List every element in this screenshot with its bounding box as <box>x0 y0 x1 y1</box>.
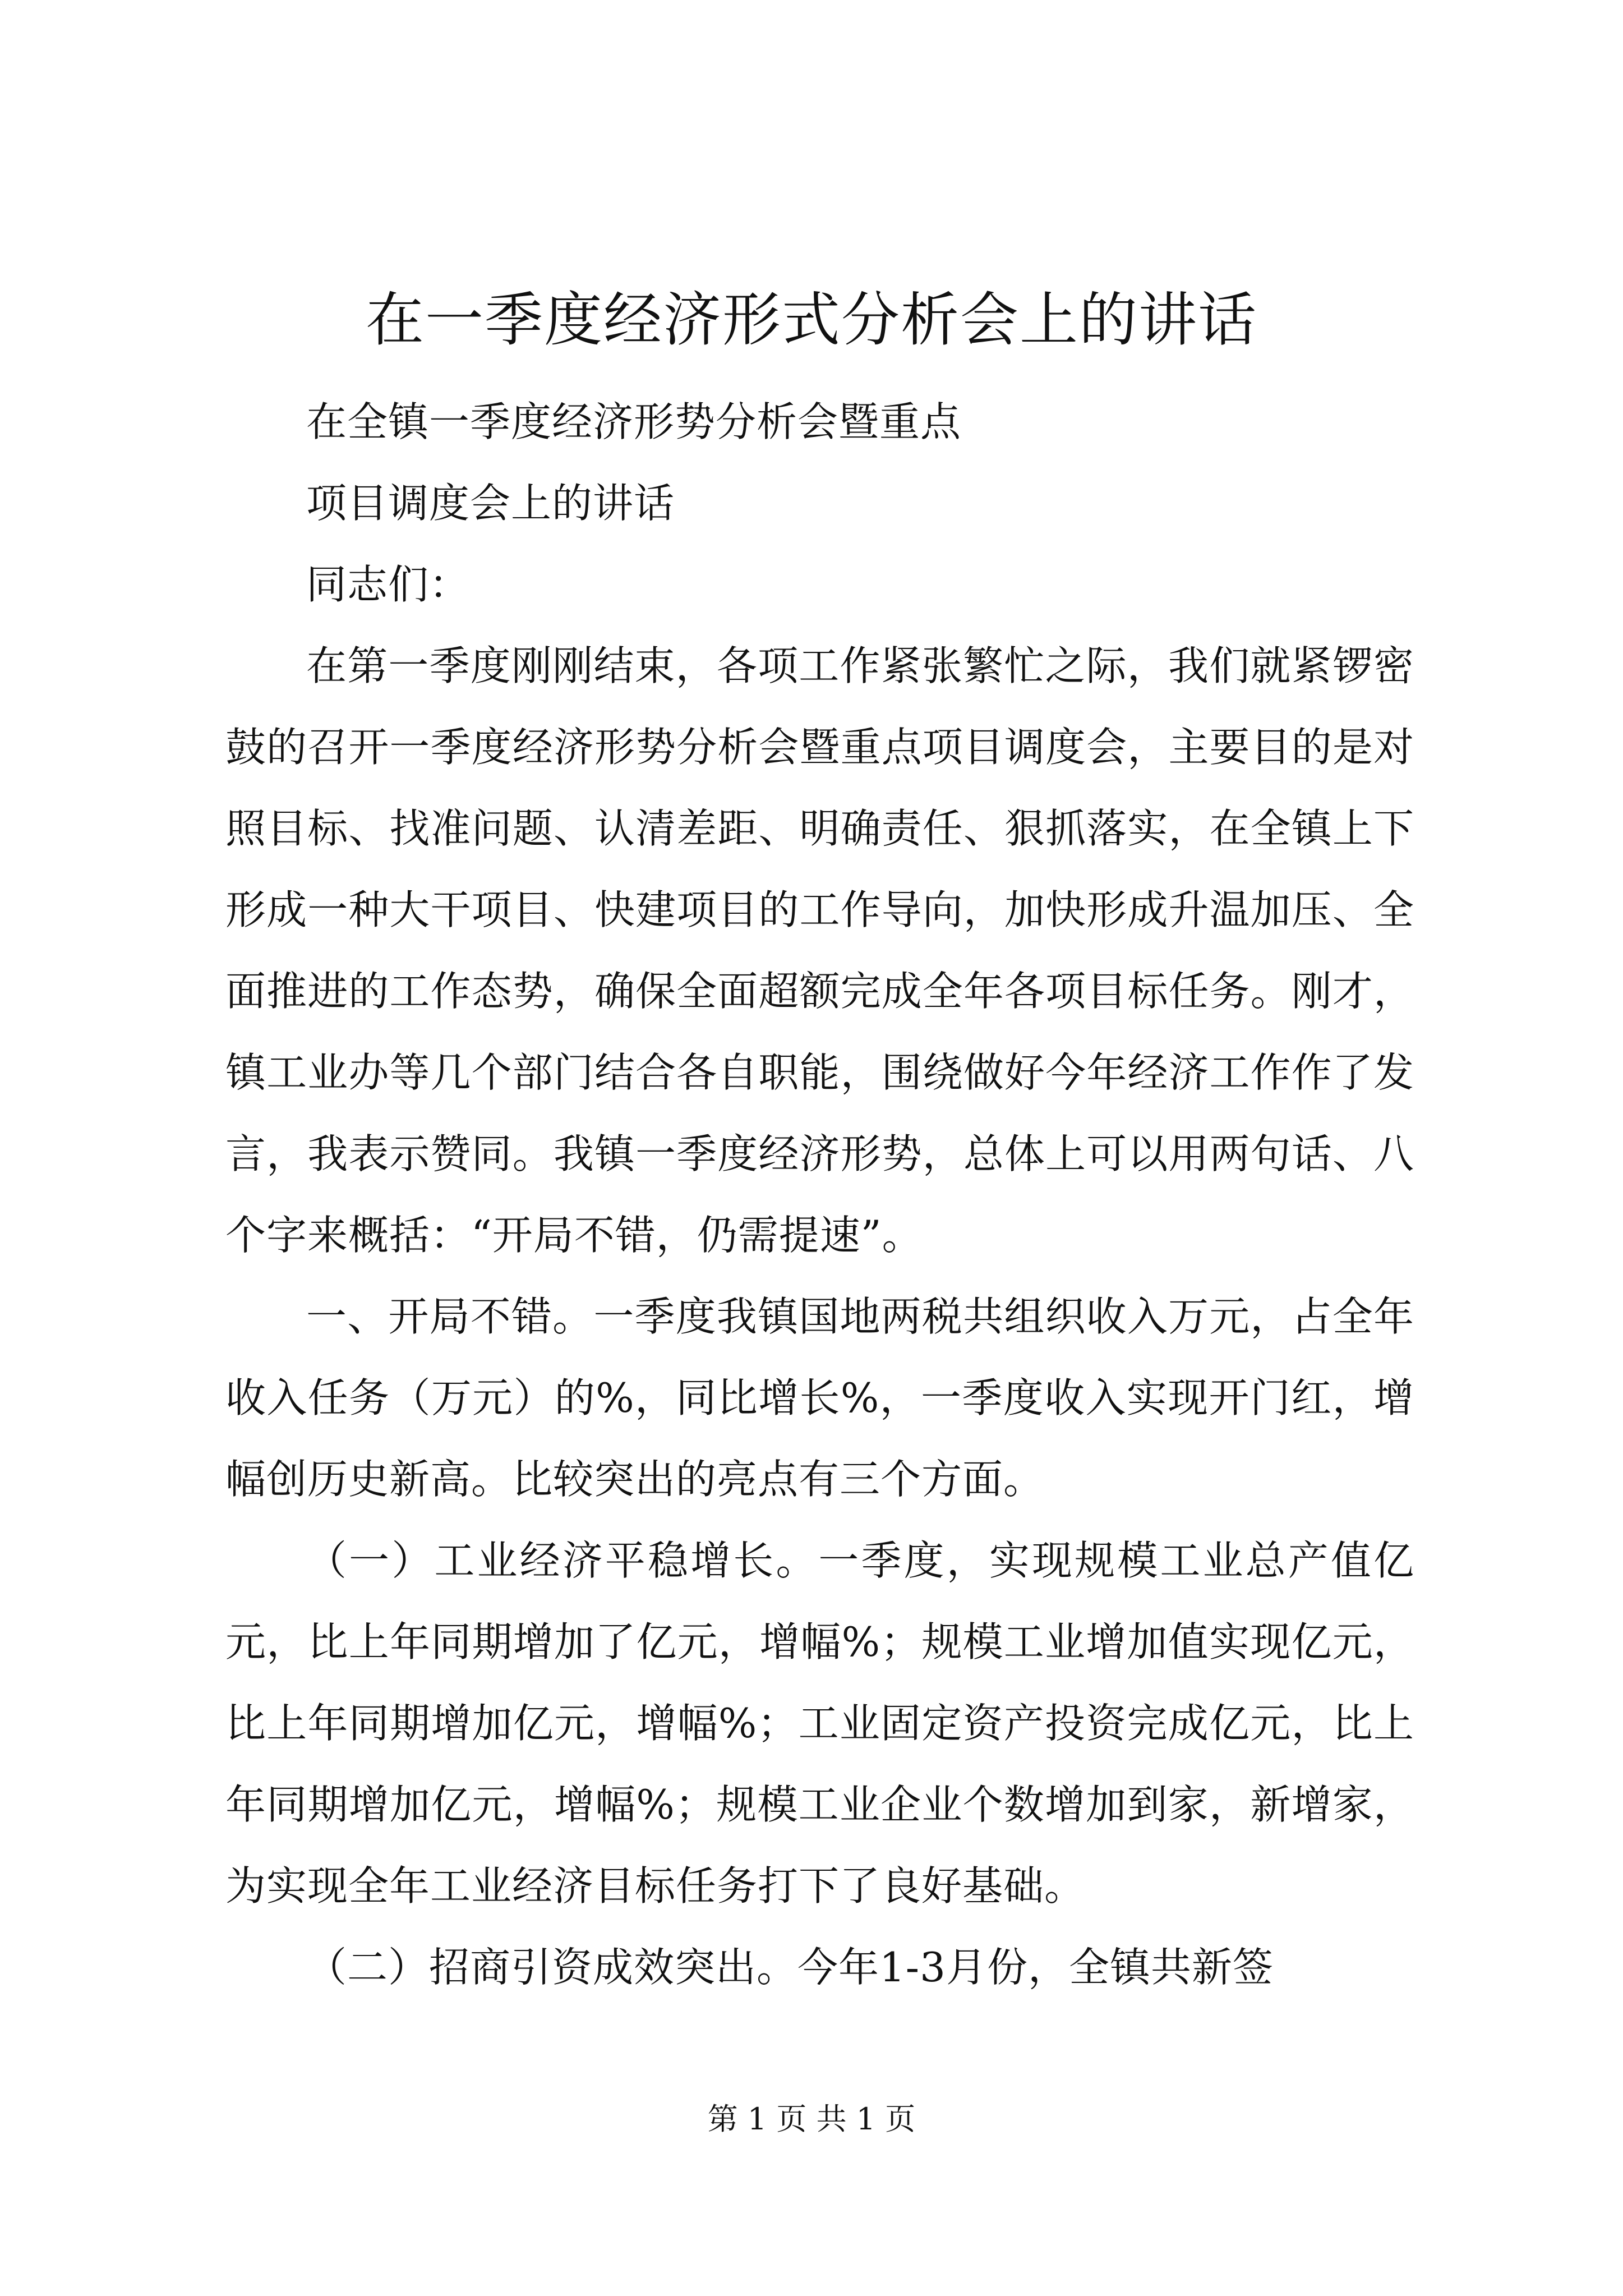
subtitle-line-2: 项目调度会上的讲话 <box>306 480 675 527</box>
paragraph-intro: 在第一季度刚刚结束，各项工作紧张繁忙之际，我们就紧锣密鼓的召开一季度经济形势分析会暨重点项目调度会，主要目的是对照目标、找准问题、认清差距、明确责任、狠抓落实，在全镇上下形成一种大干项目、快建项目的工作导向，加快形成升温加压、全面推进的工作态势，确保全面超额完成全年各项目标任务。刚才，镇工业办等几个部门结合各自职能，围绕做好今年经济工作作了发言，我表示赞同。我镇一季度经济形势，总体上可以用两句话、八个字来概括：“开局不错，仍需提速”。 <box>225 642 1414 1259</box>
salutation: 同志们： <box>306 561 471 608</box>
paragraph-subsection-2: （二）招商引资成效突出。今年1-3月份，全镇共新签 <box>306 1944 1274 1991</box>
paragraph-section-1: 一、开局不错。一季度我镇国地两税共组织收入万元，占全年收入任务（万元）的%，同比增长%，一季度收入实现开门红，增幅创历史新高。比较突出的亮点有三个方面。 <box>225 1293 1414 1503</box>
subtitle-line-1: 在全镇一季度经济形势分析会暨重点 <box>306 398 962 445</box>
paragraph-subsection-1: （一）工业经济平稳增长。一季度，实现规模工业总产值亿元，比上年同期增加了亿元，增幅%；规模工业增加值实现亿元，比上年同期增加亿元，增幅%；工业固定资产投资完成亿元，比上年同期增加亿元，增幅%；规模工业企业个数增加到家，新增家，为实现全年工业经济目标任务打下了良好基础。 <box>225 1537 1414 1910</box>
page-footer: 第 1 页 共 1 页 <box>707 2101 916 2137</box>
document-title: 在一季度经济形式分析会上的讲话 <box>365 286 1257 354</box>
document-body <box>225 381 1414 2008</box>
